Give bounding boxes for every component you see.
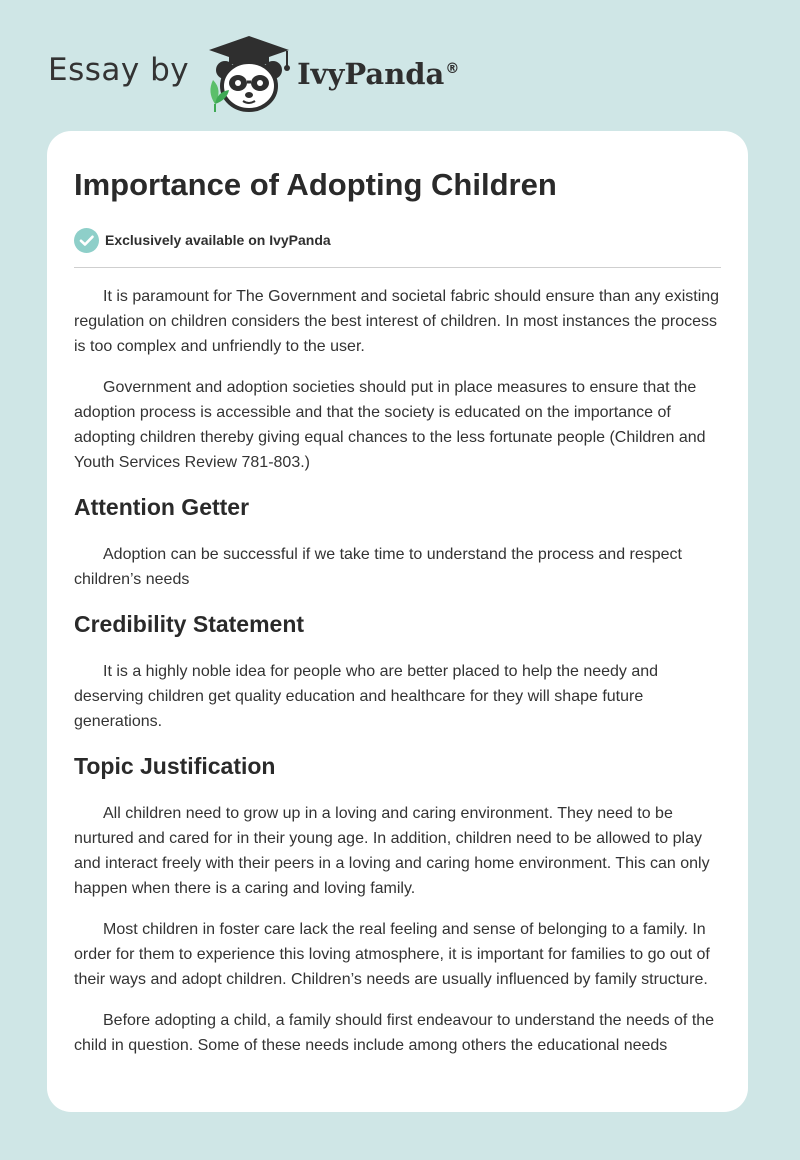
section-heading-credibility-statement: Credibility Statement: [74, 611, 305, 637]
registered-mark: ®: [445, 61, 460, 78]
brand-header: [48, 34, 459, 114]
brand-name: IvyPanda®: [297, 57, 460, 91]
exclusive-badge-label: Exclusively available on IvyPanda: [105, 232, 331, 248]
topic-justification-paragraph-1: All children need to grow up in a loving and caring environment. They need to be nurtured and cared for in their young age. In addition, children need to be allowed to play and interact freely with their peers in a loving and caring home environment. This can only happen when there is a caring and loving family.: [74, 805, 710, 897]
intro-paragraph-2: Government and adoption societies should put in place measures to ensure that the adoption process is accessible and that the society is educated on the importance of adopting children thereby giving equal chances to the less fortunate people (Children and Youth Services Review 781-803.): [74, 379, 706, 471]
attention-getter-paragraph: Adoption can be successful if we take time to understand the process and respect children’s needs: [74, 546, 682, 588]
section-heading-topic-justification: Topic Justification: [74, 753, 276, 779]
essay-card: [47, 131, 748, 1112]
page-title: Importance of Adopting Children: [74, 167, 557, 202]
topic-justification-paragraph-2: Most children in foster care lack the real feeling and sense of belonging to a family. In order for them to experience this loving atmosphere, it is important for families to go out of their ways and adopt children. Children’s needs are usually influenced by family structure.: [74, 921, 710, 988]
brand-prefix: Essay by: [48, 52, 190, 88]
title-divider: [74, 267, 721, 268]
panda-graduate-logo-icon: [203, 34, 295, 114]
topic-justification-paragraph-3: Before adopting a child, a family should first endeavour to understand the needs of the child in question. Some of these needs include among others the educational needs: [74, 1012, 715, 1054]
check-circle-icon: [74, 228, 99, 253]
intro-paragraph-1: It is paramount for The Government and societal fabric should ensure than any existing regulation on children considers the best interest of children. In most instances the process is too complex and unfriendly to the user.: [74, 288, 720, 355]
section-heading-attention-getter: Attention Getter: [74, 494, 250, 520]
credibility-statement-paragraph: It is a highly noble idea for people who are better placed to help the needy and deserving children get quality education and healthcare for they will shape future generations.: [74, 663, 659, 730]
exclusive-badge: [74, 227, 721, 253]
